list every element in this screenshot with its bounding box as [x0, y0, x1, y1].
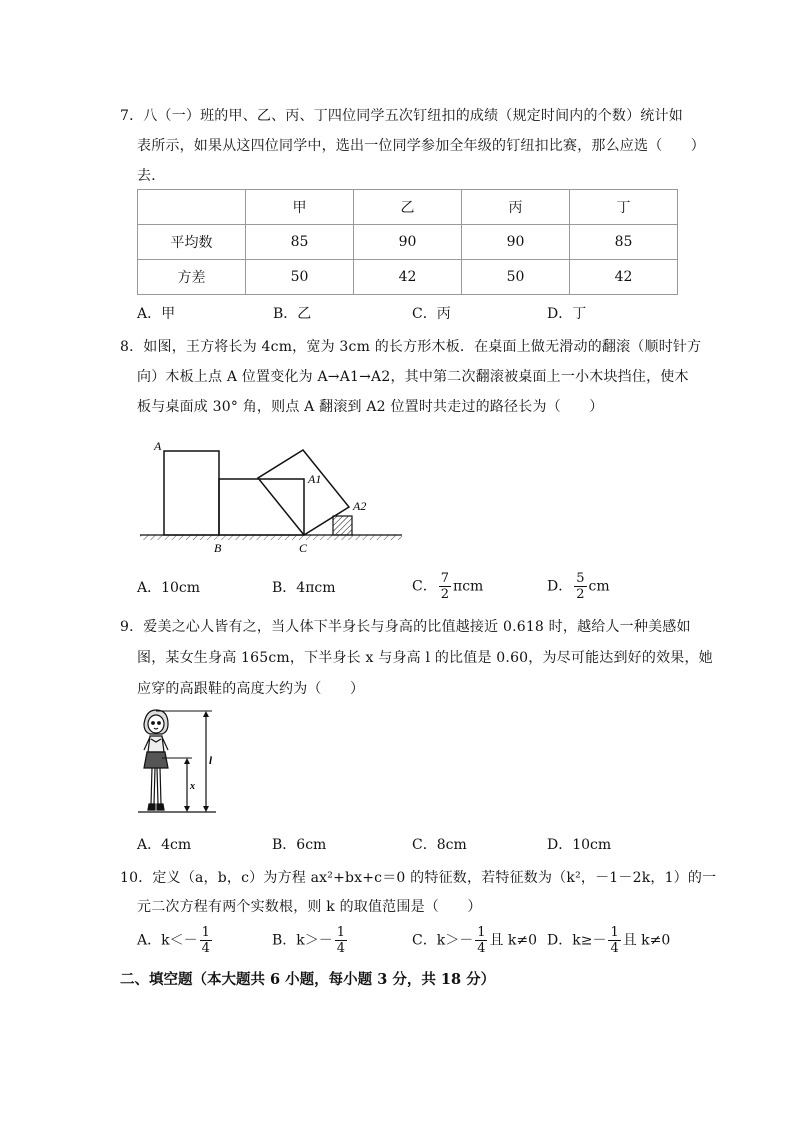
q7-line3: 去．	[137, 168, 166, 184]
table-row	[138, 225, 678, 260]
q9-option-a: A．4cm	[137, 837, 192, 853]
q7-line2: 表所示，如果从这四位同学中，选出一位同学参加全年级的钉纽扣比赛，那么应选（ ）	[137, 138, 705, 154]
option-suffix: cm	[588, 578, 610, 595]
q9-option-d: D．10cm	[547, 837, 612, 853]
q10-option-b	[272, 925, 349, 956]
fraction-numerator: 5	[576, 571, 585, 586]
q10-option-a	[137, 925, 214, 956]
option-prefix: D．k≥－	[547, 932, 607, 949]
table-header-cell: 丙	[462, 190, 570, 225]
fraction-numerator: 7	[440, 571, 449, 586]
q9-girl-figure	[138, 706, 218, 821]
table-header-cell: 甲	[246, 190, 354, 225]
option-suffix: 且 k≠0	[622, 932, 671, 949]
small-wood-block	[333, 516, 352, 535]
q10-option-c	[412, 925, 537, 956]
q10-line1: 10．定义（a，b，c）为方程 ax²+bx+c＝0 的特征数，若特征数为（k²，－1－2k，1）的一	[120, 870, 717, 886]
q8-option-d	[547, 571, 610, 602]
table-cell: 方差	[138, 260, 246, 295]
q8-option-b: B．4πcm	[272, 580, 336, 596]
table-header-cell: 乙	[354, 190, 462, 225]
q8-line3: 板与桌面成 30° 角，则点 A 翻滚到 A2 位置时共走过的路径长为（ ）	[137, 399, 604, 415]
table-cell: 50	[462, 260, 570, 295]
q7-score-table	[137, 189, 678, 295]
table-header-cell: 丁	[570, 190, 678, 225]
label-a2: A2	[353, 499, 367, 513]
fraction-denominator: 4	[336, 941, 346, 956]
q7-line1: 7．八（一）班的甲、乙、丙、丁四位同学五次钉纽扣的成绩（规定时间内的个数）统计如	[120, 108, 683, 124]
fraction-denominator: 2	[576, 587, 585, 602]
q8-line1: 8．如图，王方将长为 4cm，宽为 3cm 的长方形木板．在桌面上做无滑动的翻滚（顺时针方	[120, 339, 702, 355]
label-x: x	[190, 781, 195, 792]
option-prefix: D．	[547, 578, 573, 595]
fraction	[608, 925, 620, 956]
q7-option-c: C．丙	[412, 306, 451, 322]
option-suffix: 且 k≠0	[489, 932, 538, 949]
label-a1: A1	[308, 472, 322, 486]
q8-option-c	[412, 571, 483, 602]
option-prefix: B．k＞－	[272, 932, 333, 949]
fraction-numerator: 1	[336, 925, 346, 940]
board-flat	[219, 479, 304, 535]
fraction	[574, 571, 586, 602]
q9-option-b: B．6cm	[272, 837, 327, 853]
fraction-numerator: 1	[610, 925, 619, 940]
table-cell: 42	[354, 260, 462, 295]
table-cell: 42	[570, 260, 678, 295]
fraction-denominator: 2	[440, 587, 449, 602]
q9-line1: 9．爱美之心人皆有之，当人体下半身长与身高的比值越接近 0.618 时，越给人一种美感如	[120, 619, 691, 635]
table-cell: 90	[462, 225, 570, 260]
fraction	[439, 571, 451, 602]
table-cell: 85	[246, 225, 354, 260]
fraction-numerator: 1	[477, 925, 486, 940]
fraction-denominator: 4	[610, 941, 619, 956]
label-b: B	[214, 541, 222, 555]
label-a: A	[154, 439, 162, 453]
table-cell: 85	[570, 225, 678, 260]
q9-option-c: C．8cm	[412, 837, 467, 853]
fraction	[200, 925, 212, 956]
table-cell: 50	[246, 260, 354, 295]
option-prefix: C．k＞－	[412, 932, 474, 949]
board-upright	[164, 451, 219, 535]
q7-option-a: A．甲	[137, 306, 176, 322]
q8-option-a: A．10cm	[137, 580, 201, 596]
fraction-denominator: 4	[477, 941, 486, 956]
section-heading: 二、填空题（本大题共 6 小题，每小题 3 分，共 18 分）	[120, 971, 496, 988]
q8-line2: 向）木板上点 A 位置变化为 A→A1→A2，其中第二次翻滚被桌面上一小木块挡住，使木	[137, 369, 689, 385]
fraction-numerator: 1	[201, 925, 210, 940]
q10-line2: 元二次方程有两个实数根，则 k 的取值范围是（ ）	[137, 899, 482, 915]
label-c: C	[299, 541, 308, 555]
table-row	[138, 260, 678, 295]
option-prefix: A．k＜－	[137, 932, 198, 949]
label-l: l	[209, 755, 213, 767]
table-header-row	[138, 190, 678, 225]
girl-icon	[144, 710, 168, 810]
q7-option-d: D．丁	[547, 306, 587, 322]
fraction-denominator: 4	[201, 941, 210, 956]
q7-option-b: B．乙	[273, 306, 312, 322]
table-header-cell	[138, 190, 246, 225]
fraction	[475, 925, 487, 956]
option-prefix: C．	[412, 578, 437, 595]
option-suffix: πcm	[453, 578, 484, 595]
q9-line3: 应穿的高跟鞋的高度大约为（ ）	[137, 681, 365, 697]
q9-line2: 图，某女生身高 165cm，下半身长 x 与身高 l 的比值是 0.60，为尽可能达到好的效果，她	[137, 650, 713, 666]
fraction	[335, 925, 347, 956]
table-cell: 平均数	[138, 225, 246, 260]
q10-option-d	[547, 925, 670, 956]
q8-board-figure	[140, 430, 410, 560]
table-cell: 90	[354, 225, 462, 260]
